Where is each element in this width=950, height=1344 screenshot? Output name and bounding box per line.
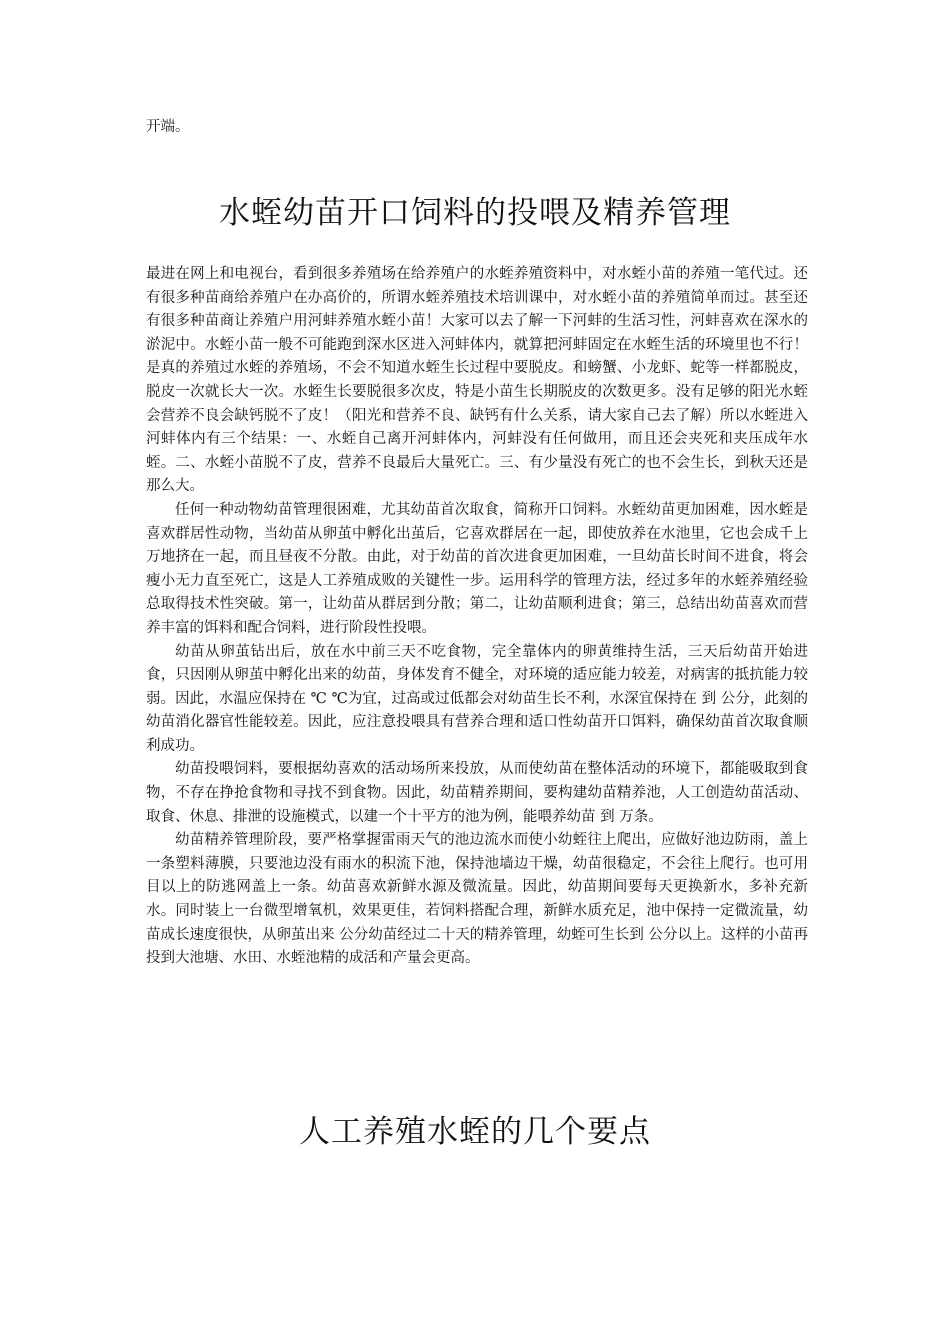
paragraph-4: 幼苗投喂饲料，要根据幼喜欢的活动场所来投放，从而使幼苗在整体活动的环境下，都能吸取到食物，不存在挣抢食物和寻找不到食物。因此，幼苗精养期间，要构建幼苗精养池，人工创造幼苗活动、取食、休息、排泄的设施模式，以建一个十平方的池为例，能喂养幼苗 到 万条。	[146, 761, 808, 825]
paragraph-1: 最进在网上和电视台，看到很多养殖场在给养殖户的水蛭养殖资料中，对水蛭小苗的养殖一笔代过。还有很多种苗商给养殖户在办高价的，所谓水蛭养殖技术培训课中，对水蛭小苗的养殖简单而过。甚至还有很多种苗商让养殖户用河蚌养殖水蛭小苗！大家可以去了解一下河蚌的生活习性，河蚌喜欢在深水的淤泥中。水蛭小苗一般不可能跑到深水区进入河蚌体内，就算把河蚌固定在水蛭生活的环境里也不行！是真的养殖过水蛭的养殖场，不会不知道水蛭生长过程中要脱皮。和螃蟹、小龙虾、蛇等一样都脱皮，脱皮一次就长大一次。水蛭生长要脱很多次皮，特是小苗生长期脱皮的次数更多。没有足够的阳光水蛭会营养不良会缺钙脱不了皮！（阳光和营养不良、缺钙有什么关系，请大家自己去了解）所以水蛭进入河蚌体内有三个结果：一、水蛭自己离开河蚌体内，河蚌没有任何做用，而且还会夹死和夹压成年水蛭。二、水蛭小苗脱不了皮，营养不良最后大量死亡。三、有少量没有死亡的也不会生长，到秋天还是那么大。	[146, 266, 808, 495]
article-body	[146, 263, 808, 971]
section-title-2: 人工养殖水蛭的几个要点	[299, 1114, 651, 1150]
paragraph-2: 任何一种动物幼苗管理很困难，尤其幼苗首次取食，简称开口饲料。水蛭幼苗更加困难，因水蛭是喜欢群居性动物，当幼苗从卵茧中孵化出茧后，它喜欢群居在一起，即使放养在水池里，它也会成千上万地挤在一起，而且昼夜不分散。由此，对于幼苗的首次进食更加困难，一旦幼苗长时间不进食，将会瘦小无力直至死亡，这是人工养殖成败的关键性一步。运用科学的管理方法，经过多年的水蛭养殖经验总取得技术性突破。第一，让幼苗从群居到分散；第二，让幼苗顺利进食；第三，总结出幼苗喜欢而营养丰富的饵料和配合饲料，进行阶段性投喂。	[146, 501, 808, 636]
lead-text: 开端。	[146, 119, 190, 135]
paragraph-5: 幼苗精养管理阶段，要严格掌握雷雨天气的池边流水而使小幼蛭往上爬出，应做好池边防雨，盖上一条塑料薄膜，只要池边没有雨水的积流下池，保持池墙边干燥，幼苗很稳定，不会往上爬行。也可用 目以上的防逃网盖上一条。幼苗喜欢新鲜水源及微流量。因此，幼苗期间要每天更换新水，多补充新水。同时装上一台微型增氧机，效果更佳，若饲料搭配合理，新鲜水质充足，池中保持一定微流量，幼苗成长速度很快，从卵茧出来 公分幼苗经过二十天的精养管理，幼蛭可生长到 公分以上。这样的小苗再投到大池塘、水田、水蛭池精的成活和产量会更高。	[146, 832, 808, 967]
paragraph-3: 幼苗从卵茧钻出后，放在水中前三天不吃食物，完全靠体内的卵黄维持生活，三天后幼苗开始进食，只因刚从卵茧中孵化出来的幼苗，身体发育不健全，对环境的适应能力较差，对病害的抵抗能力较弱。因此，水温应保持在 ℃ ℃为宜，过高或过低都会对幼苗生长不利，水深宜保持在 到 公分，此刻的幼苗消化器官性能较差。因此，应注意投喂具有营养合理和适口性幼苗开口饵料，确保幼苗首次取食顺利成功。	[146, 643, 808, 754]
section-title-1: 水蛭幼苗开口饲料的投喂及精养管理	[219, 195, 731, 231]
